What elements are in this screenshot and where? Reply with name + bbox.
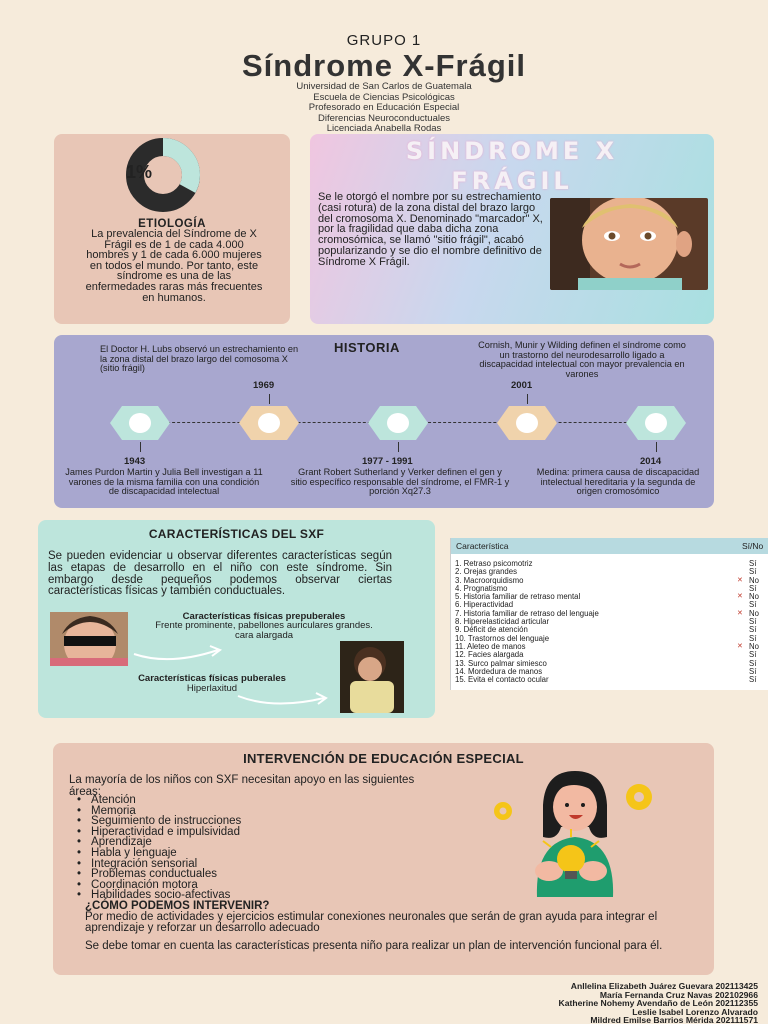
author-name: Leslie Isabel Lorenzo Alvarado (632, 1006, 758, 1017)
timeline-node (239, 406, 299, 440)
timeline-tick (527, 394, 528, 404)
table-header (451, 538, 768, 554)
list-item: • Habilidades socio-afectivas (77, 890, 241, 901)
authors-list (360, 982, 758, 1024)
table-cell-characteristic: 9. Déficit de atención (455, 625, 528, 635)
arrow-icon (130, 640, 230, 664)
caracteristicas-card (38, 520, 435, 718)
table-cell-characteristic: 1. Retraso psicomotriz (455, 559, 533, 568)
sindrome-card (310, 134, 714, 324)
table-cell-yesno: Sí (749, 666, 757, 676)
historia-card (54, 335, 714, 508)
teen-photo-image (340, 641, 404, 713)
sindrome-title-line: FRÁGIL (451, 167, 573, 195)
prepuberales-title: Características físicas prepuberales (182, 611, 346, 622)
puberales-title: Características físicas puberales (138, 673, 286, 684)
table-cell-characteristic: 2. Orejas grandes (455, 567, 517, 577)
table-cell-yesno: Sí (749, 675, 757, 685)
historia-event-2014: Medina: primera causa de discapacidad intelectual hereditaria y la segunda de origen cromosómico (536, 467, 700, 497)
prepuberales-text: Frente prominente, pabellones auriculares grandes. cara alargada (155, 620, 373, 641)
table-cell-yesno: Sí (749, 559, 757, 568)
boy-photo-image (50, 612, 128, 666)
table-cell-yesno: Sí (749, 625, 757, 635)
list-item: • Coordinación motora (77, 880, 241, 891)
table-cell-characteristic: 14. Mordedura de manos (455, 666, 543, 676)
intervencion-question: ¿CÓMO PODEMOS INTERVENIR? (85, 900, 270, 912)
table-col-characteristic: Característica (456, 541, 509, 551)
table-cell-characteristic: 11. Aleteo de manos (455, 641, 526, 651)
historia-event-1969: El Doctor H. Lubs observó un estrechamiento en la zona distal del brazo largo del comosoma X (sitio frágil) (100, 344, 299, 374)
timeline-tick (656, 442, 657, 452)
etiologia-title: ETIOLOGÍA (138, 218, 206, 230)
historia-title: HISTORIA (334, 340, 400, 355)
table-cell-characteristic: 15. Evita el contacto ocular (455, 675, 549, 685)
timeline-tick (269, 394, 270, 404)
timeline-node (626, 406, 686, 440)
cross-mark-icon: ✕ (737, 609, 743, 617)
author-name: Anllelina Elizabeth Juárez Guevara 202113425 (570, 981, 758, 991)
timeline-tick (398, 442, 399, 452)
table-cell-yesno: Sí (749, 633, 757, 643)
table-cell-yesno: Sí (749, 600, 757, 610)
author-name: Mildred Emilse Barrios Mérida 202111571 (590, 1015, 758, 1024)
page-title: Síndrome X-Frágil (242, 48, 526, 83)
etiologia-card (54, 134, 290, 324)
list-item: • Atención (77, 795, 241, 806)
list-item: • Integración sensorial (77, 859, 241, 870)
table-cell-yesno: No (749, 575, 759, 585)
cross-mark-icon: ✕ (737, 576, 743, 584)
university-line: Diferencias Neuroconductuales (317, 112, 451, 124)
group-label: GRUPO 1 (346, 32, 422, 49)
timeline-node (497, 406, 557, 440)
timeline-node (368, 406, 428, 440)
author-name: Katherine Nohemy Avendaño de León 202112355 (558, 998, 758, 1009)
table-cell-characteristic: 7. Historia familiar de retraso del lenguaje (455, 608, 599, 618)
characteristics-table (450, 538, 768, 690)
table-cell-characteristic: 10. Trastornos del lenguaje (455, 633, 550, 643)
cross-mark-icon: ✕ (737, 593, 743, 601)
caracteristicas-text: Se pueden evidenciar u observar diferentes características según las etapas de desarrollo en el niño con este síndrome. Sin embargo desde pequeños podemos observar ciertas características físicas y también conductuales. (48, 550, 392, 598)
timeline-year: 2001 (511, 380, 533, 391)
table-cell-characteristic: 13. Surco palmar simiesco (455, 658, 547, 668)
table-cell-characteristic: 6. Hiperactividad (455, 600, 514, 610)
girl-lightbulb-illustration-icon (473, 767, 673, 897)
historia-event-2001: Cornish, Munir y Wilding definen el síndrome como un trastorno del neurodesarrollo ligado a discapacidad intelectual con mayor prevalencia en varones (478, 340, 686, 379)
puberales-text: Hiperlaxitud (186, 683, 238, 694)
table-cell-yesno: No (749, 608, 759, 618)
table-cell-yesno: Sí (749, 650, 757, 660)
table-cell-yesno: Sí (749, 583, 757, 593)
timeline-year: 2014 (640, 456, 662, 467)
sindrome-title (310, 136, 714, 196)
list-item: • Hiperactividad e impulsividad (77, 827, 241, 838)
university-line: Universidad de San Carlos de Guatemala (296, 81, 472, 92)
table-cell-characteristic: 12. Facies alargada (455, 650, 524, 660)
university-line: Licenciada Anabella Rodas (326, 123, 442, 134)
table-cell-characteristic: 4. Prognatismo (455, 583, 508, 593)
sindrome-text: Se le otorgó el nombre por su estrechamiento (casi rotura) de la zona distal del brazo largo del cromosoma X. Denominado "marcador" X, por la fragilidad que daba dicha zona cromosómica, se llamó "sitio frágil", acabó popularizando y se dio el nombre definitivo de Síndrome X Frágil. (318, 191, 543, 268)
table-cell-yesno: No (749, 641, 759, 651)
table-col-yesno: Sí/No (742, 541, 764, 551)
table-cell-yesno: Sí (749, 617, 757, 627)
timeline-year: 1943 (124, 456, 146, 467)
list-item: • Habla y lenguaje (77, 848, 241, 859)
table-cell-yesno: Sí (749, 658, 757, 668)
prevalence-percent: 1% (125, 162, 152, 182)
caracteristicas-title: CARACTERÍSTICAS DEL SXF (148, 527, 325, 541)
intervencion-card (53, 743, 714, 975)
list-item: • Memoria (77, 806, 241, 817)
areas-list (77, 795, 241, 901)
cross-mark-icon: ✕ (737, 642, 743, 650)
timeline-year: 1969 (253, 380, 275, 391)
child-portrait-image (550, 198, 708, 290)
intervencion-paragraph: Por medio de actividades y ejercicios estimular conexiones neuronales que serán de gran ayuda para integrar el aprendizaje y reforzar un desarrollo adecuado (85, 911, 658, 935)
historia-event-1977: Grant Robert Sutherland y Verker definen el gen y sitio específico responsable del síndrome, el FMR-1 y porción Xq27.3 (290, 467, 510, 497)
university-line: Escuela de Ciencias Psicológicas (313, 91, 455, 103)
intervencion-title: INTERVENCIÓN DE EDUCACIÓN ESPECIAL (243, 751, 524, 766)
table-cell-yesno: No (749, 592, 759, 602)
table-cell-characteristic: 3. Macroorquidismo (455, 575, 524, 585)
historia-event-1943: James Purdon Martin y Julia Bell investigan a 11 varones de la misma familia con una condición de discapacidad intelectual (65, 467, 263, 497)
sindrome-title-line: SÍNDROME X (405, 137, 619, 165)
list-item: • Problemas conductuales (77, 869, 241, 880)
table-row (451, 676, 768, 684)
intervencion-intro: La mayoría de los niños con SXF necesitan apoyo en las siguientes áreas: (69, 774, 415, 798)
table-cell-characteristic: 8. Hiperelasticidad articular (455, 617, 550, 627)
table-cell-characteristic: 5. Historia familiar de retraso mental (455, 592, 581, 602)
university-line: Profesorado en Educación Especial (308, 102, 460, 113)
timeline-year: 1977 - 1991 (362, 456, 413, 467)
timeline-node (110, 406, 170, 440)
timeline-tick (140, 442, 141, 452)
university-info (0, 82, 768, 135)
list-item: • Seguimiento de instrucciones (77, 816, 241, 827)
author-name: María Fernanda Cruz Navas 202102966 (599, 989, 758, 1000)
table-body (451, 560, 768, 684)
intervencion-paragraph: Se debe tomar en cuenta las características presenta niño para realizar un plan de intervención funcional para él. (85, 940, 663, 952)
etiologia-text: La prevalencia del Síndrome de X Frágil es de 1 de cada 4.000 hombres y 1 de cada 6.000 mujeres en todos el mundo. Por tanto, este síndrome es una de las enfermedades raras más frecuentes en humanos. (85, 228, 263, 304)
list-item: • Aprendizaje (77, 837, 241, 848)
arrow-icon (234, 690, 334, 710)
table-cell-yesno: Sí (749, 567, 757, 577)
